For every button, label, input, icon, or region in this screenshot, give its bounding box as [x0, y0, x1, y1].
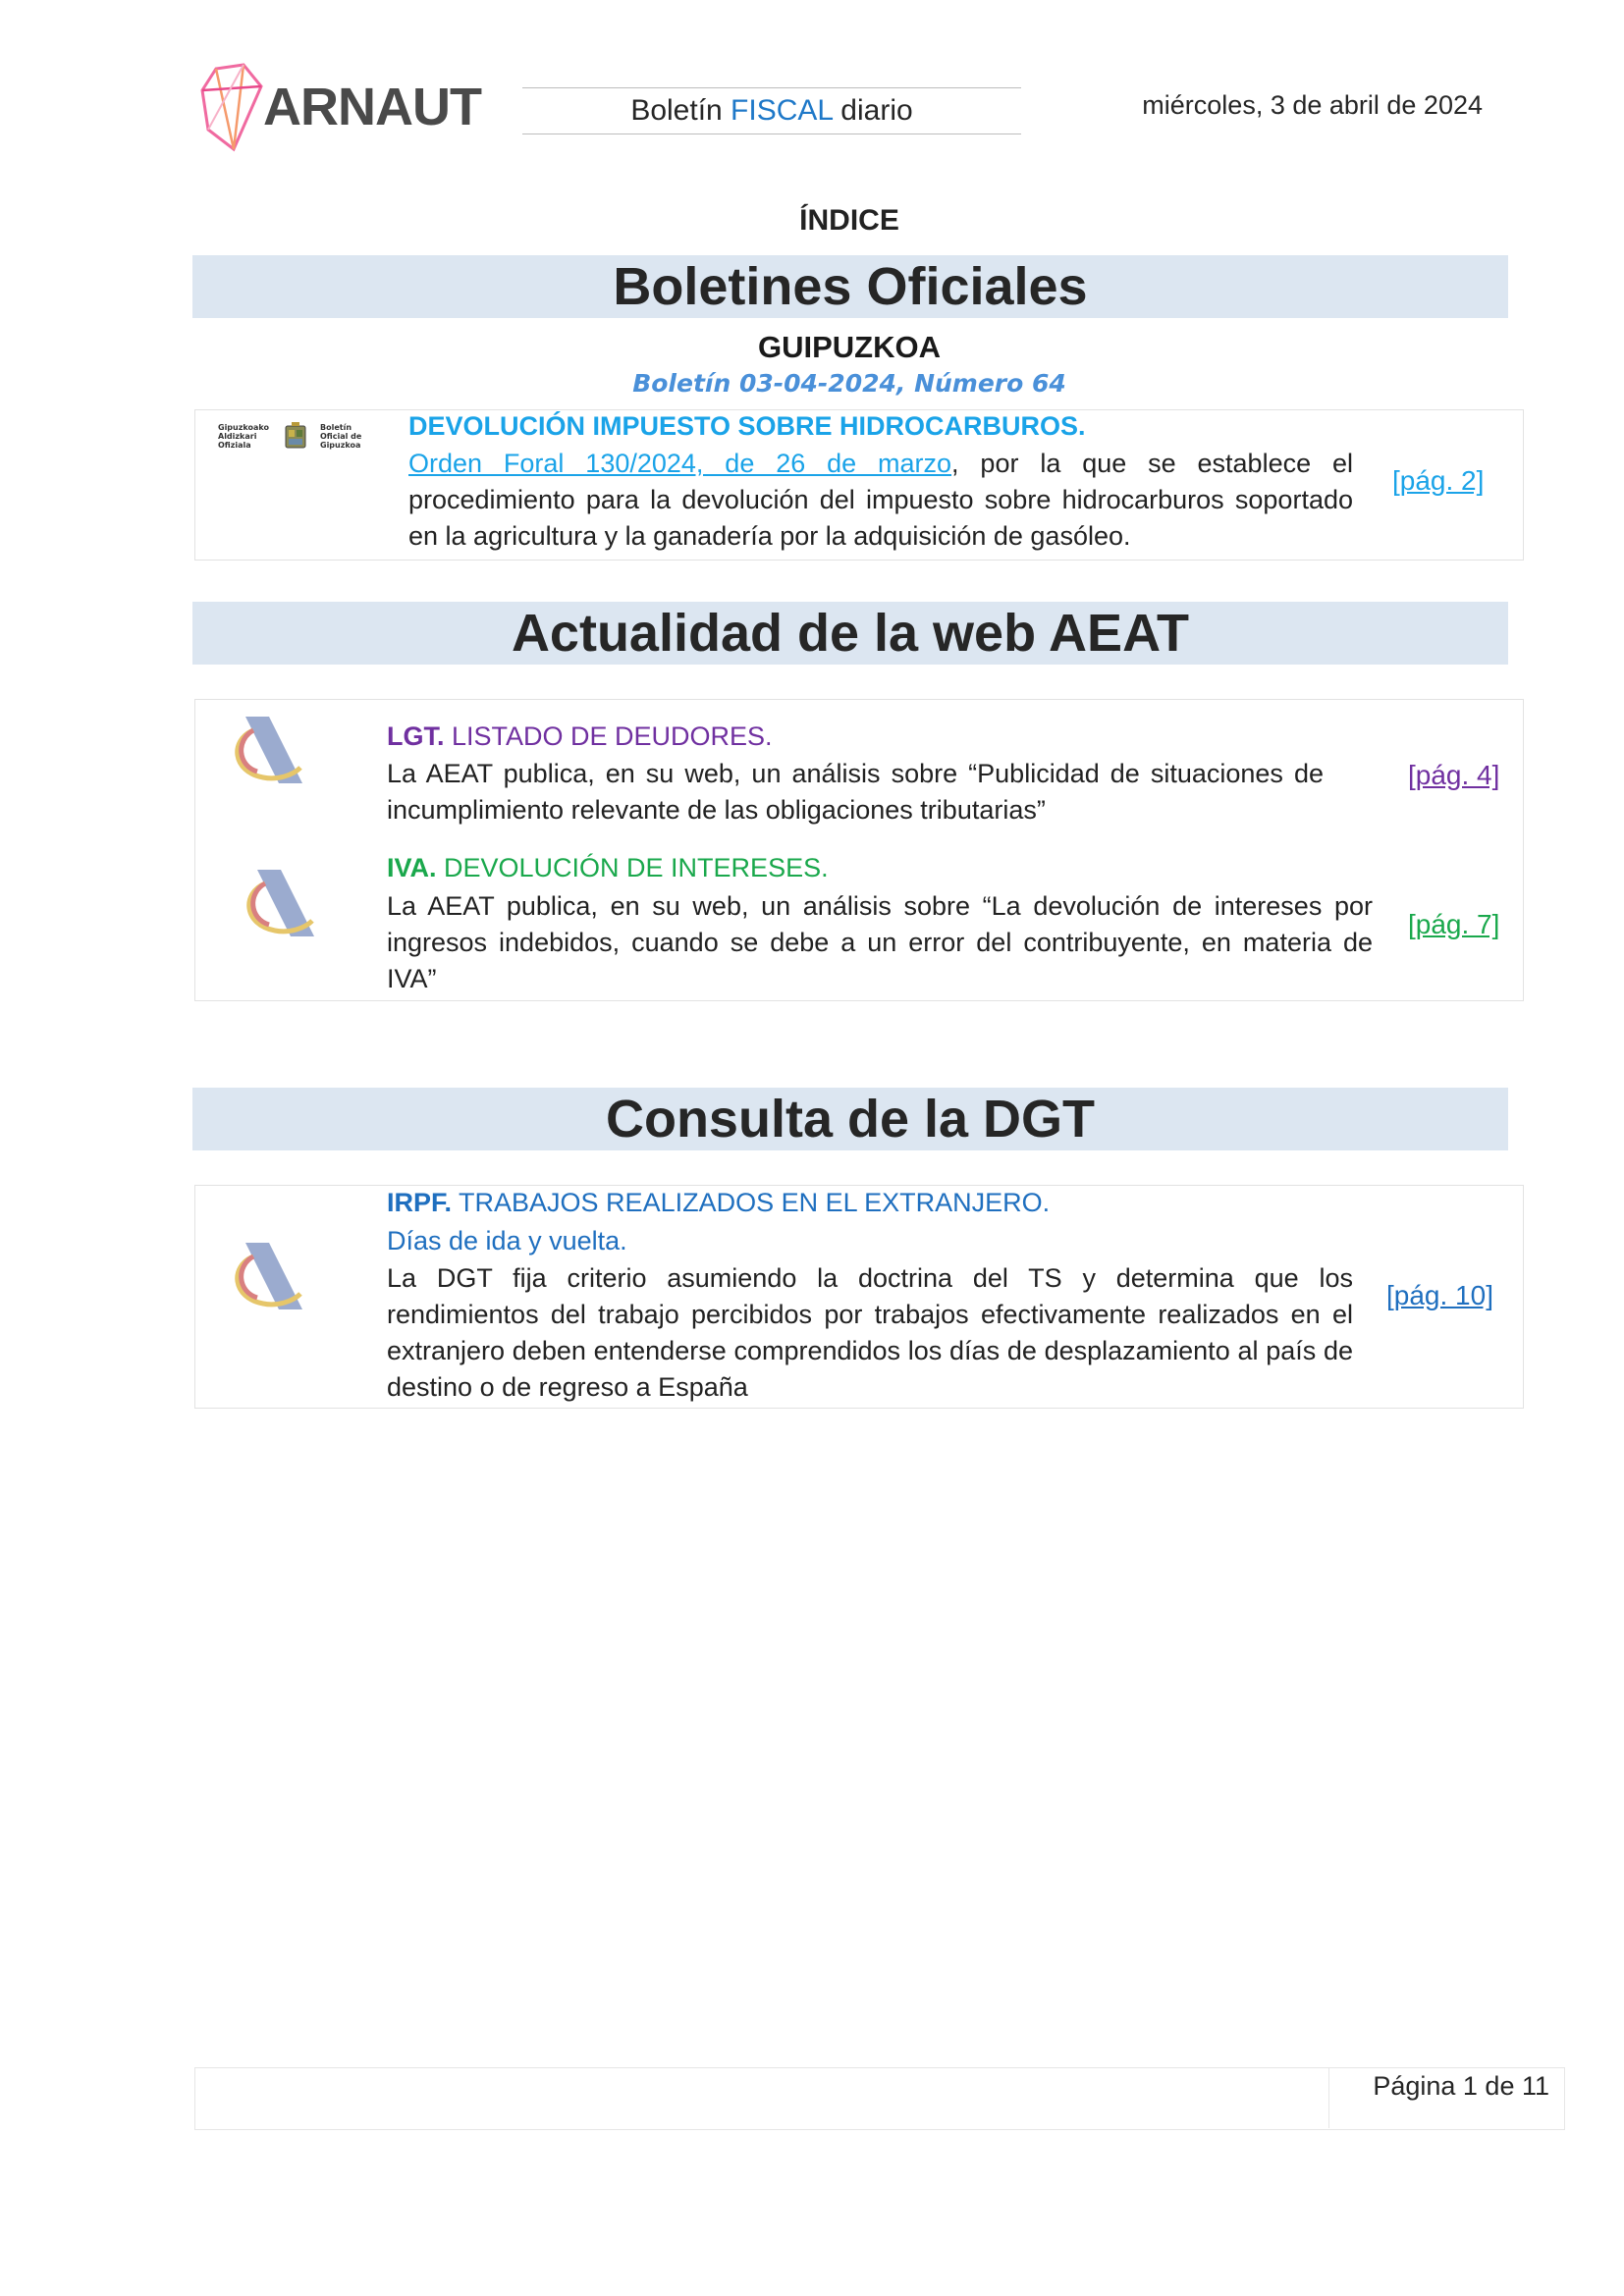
lgt-tag: LGT. — [387, 721, 445, 751]
irpf-text: La DGT fija criterio asumiendo la doctrina del TS y determina que los rendimientos del trabajo percibidos por trabajos efectivamente realizados en el extranjero deben entenderse comprendidos los días de desplazamiento al país de destino o de regreso a España — [387, 1263, 1353, 1402]
boletin-number: Boletín 03-04-2024, Número 64 — [632, 369, 1066, 398]
irpf-subtitle: Días de ida y vuelta. — [387, 1226, 627, 1255]
bulletin-title-prefix: Boletín — [630, 94, 731, 127]
iva-title-text: DEVOLUCIÓN DE INTERESES. — [436, 853, 829, 882]
arnaut-logo — [194, 61, 481, 155]
hidrocarburos-body: , por la que se establece el procedimiento para la devolución del impuesto sobre hidrocarburos soportado en la agricultura y la ganadería por la adquisición de gasóleo. — [408, 449, 1353, 551]
index-title: ÍNDICE — [799, 204, 899, 237]
bulletin-title-accent: FISCAL — [731, 94, 833, 127]
lgt-text: La AEAT publica, en su web, un análisis sobre “Publicidad de situaciones de incumplimiento relevante de las obligaciones tributarias” — [387, 759, 1324, 825]
page-number: Página 1 de 11 — [1373, 2071, 1549, 2101]
bulletin-title — [522, 87, 1021, 134]
iva-tag: IVA. — [387, 853, 437, 882]
irpf-tag: IRPF. — [387, 1188, 453, 1217]
gipuzkoa-logo-left-text: Gipuzkoako Aldizkari Ofiziala — [218, 423, 269, 450]
region-heading: GUIPUZKOA — [758, 330, 941, 364]
page-link-2[interactable]: [pág. 2] — [1392, 465, 1485, 496]
arnaut-logo-icon — [194, 61, 269, 155]
hidrocarburos-text — [408, 446, 1353, 555]
footer-divider — [1328, 2067, 1329, 2128]
page-link-7[interactable]: [pág. 7] — [1408, 909, 1500, 939]
page-link-4[interactable]: [pág. 4] — [1408, 760, 1500, 790]
header-date: miércoles, 3 de abril de 2024 — [1142, 90, 1483, 120]
irpf-title — [387, 1185, 1310, 1220]
irpf-title-text: TRABAJOS REALIZADOS EN EL EXTRANJERO. — [452, 1188, 1051, 1217]
orden-foral-link[interactable]: Orden Foral 130/2024, de 26 de marzo — [408, 449, 952, 478]
iva-title — [387, 850, 1271, 885]
bulletin-title-suffix: diario — [832, 94, 913, 127]
lgt-title-text: LISTADO DE DEUDORES. — [444, 721, 773, 751]
arnaut-logo-text: ARNAUT — [263, 78, 481, 136]
page-link-10[interactable]: [pág. 10] — [1386, 1280, 1493, 1310]
aeat-logo-icon — [224, 707, 312, 795]
iva-text: La AEAT publica, en su web, un análisis sobre “La devolución de intereses por ingresos indebidos, cuando se debe a un error del contribuyente, en materia de IVA” — [387, 891, 1373, 993]
aeat-logo-icon — [236, 860, 324, 948]
hidrocarburos-title: DEVOLUCIÓN IMPUESTO SOBRE HIDROCARBUROS. — [408, 411, 1086, 441]
gipuzkoa-logo-right-text: Boletín Oficial de Gipuzkoa — [320, 423, 362, 450]
section-band-dgt: Consulta de la DGT — [192, 1088, 1508, 1150]
section-band-boletines: Boletines Oficiales — [192, 255, 1508, 318]
gipuzkoa-shield-icon — [283, 422, 308, 455]
lgt-title — [387, 719, 1271, 754]
section-band-aeat: Actualidad de la web AEAT — [192, 602, 1508, 665]
gipuzkoa-logo — [218, 422, 375, 461]
aeat-logo-icon — [224, 1233, 312, 1321]
